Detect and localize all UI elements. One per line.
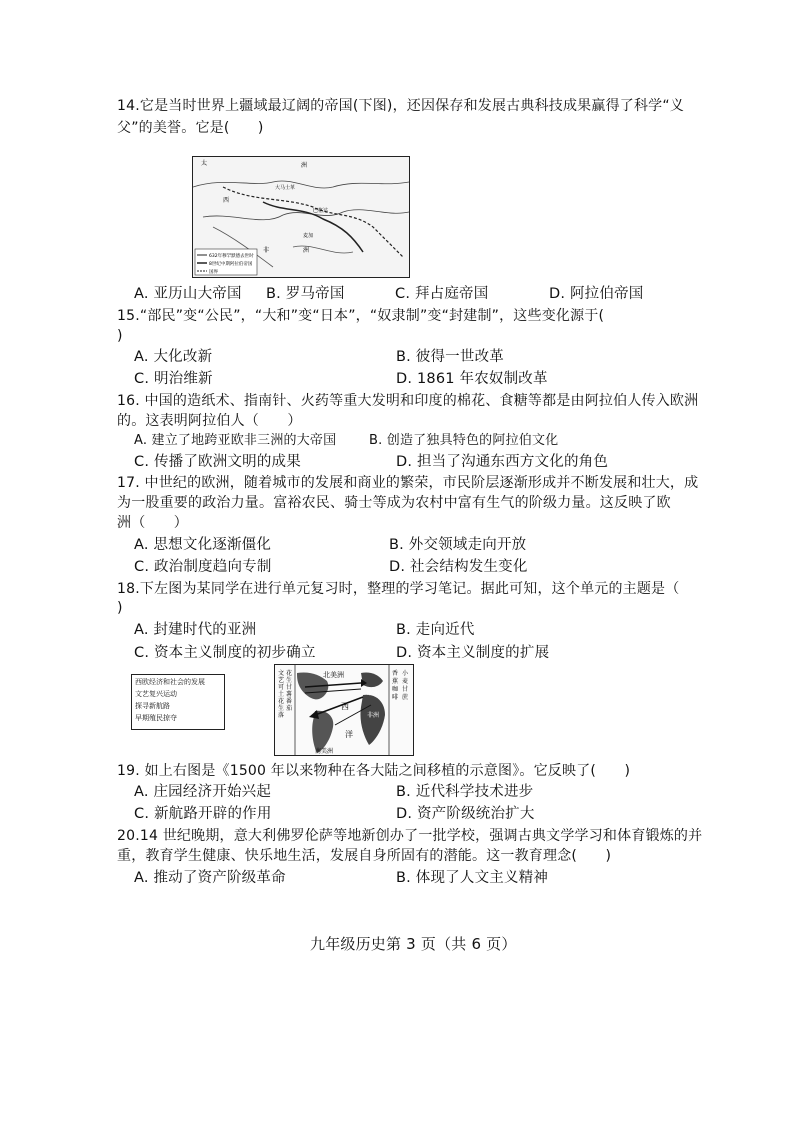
map-top-1: 太 <box>201 160 208 167</box>
map-damascus: 大马士革 <box>275 185 296 191</box>
q16-option-a[interactable]: A. 建立了地跨亚欧非三洲的大帝国 <box>134 433 337 448</box>
left-crop-12: 番 <box>286 698 293 705</box>
species-map-svg <box>275 665 413 755</box>
q15-line2: ) <box>117 328 123 344</box>
legend-1: 632年穆罕默德去世时 <box>209 254 254 259</box>
left-crop-5: 花 <box>278 698 285 705</box>
notes-line-2: 文艺复兴运动 <box>135 690 177 698</box>
left-crop-1: 文 <box>278 670 285 677</box>
map-baghdad: 巴格达 <box>313 208 329 214</box>
q15-line1: 15.“部民”变“公民”，“大和”变“日本”，“奴隶制”变“封建制”，这些变化源于( <box>117 308 605 324</box>
q20-option-a[interactable]: A. 推动了资产阶级革命 <box>134 870 286 886</box>
notes-line-1: 西欧经济和社会的发展 <box>135 678 205 686</box>
right-crop-4: 啡 <box>392 694 399 701</box>
q18-option-c[interactable]: C. 资本主义制度的初步确立 <box>134 645 316 661</box>
q19-option-b[interactable]: B. 近代科学技术进步 <box>396 784 534 800</box>
q14-line2: 父”的美誉。它是( ) <box>117 120 264 136</box>
q20-line1: 20.14 世纪晚期，意大利佛罗伦萨等地新创办了一批学校，强调古典文学学习和体育锻炼的并 <box>117 828 703 844</box>
page-footer: 九年级历史第 3 页（共 6 页） <box>310 935 517 953</box>
q17-option-a[interactable]: A. 思想文化逐渐僵化 <box>134 537 272 553</box>
right-crop-1: 香 <box>392 670 399 677</box>
q17-line3: 洲（ ） <box>117 515 188 531</box>
q18-line2: ) <box>117 600 123 616</box>
label-ocean-west: 西 <box>341 702 349 711</box>
q19-option-c[interactable]: C. 新航路开辟的作用 <box>134 806 272 822</box>
map-top-2: 洲 <box>301 162 308 169</box>
q17-option-b[interactable]: B. 外交领域走向开放 <box>389 537 527 553</box>
label-ocean-sea: 洋 <box>345 730 353 739</box>
map-mecca: 麦加 <box>303 233 314 239</box>
right-crop-5: 小 <box>402 670 409 677</box>
right-crop-3: 咖 <box>392 686 399 693</box>
q16-option-c[interactable]: C. 传播了欧洲文明的成果 <box>134 454 301 470</box>
q17-line2: 为一股重要的政治力量。富裕农民、骑士等成为农村中富有生气的阶级力量。这反映了欧 <box>117 495 671 511</box>
left-crop-8: 花 <box>286 670 293 677</box>
left-crop-11: 薯 <box>286 691 293 698</box>
q17-line1: 17. 中世纪的欧洲，随着城市的发展和商业的繁荣，市民阶层逐渐形成并不断发展和壮大，成 <box>117 475 699 491</box>
left-crop-6: 生 <box>278 705 285 712</box>
left-crop-4: 土 <box>278 691 285 698</box>
right-crop-2: 蕉 <box>392 678 399 685</box>
q19-line1: 19. 如上右图是《1500 年以来物种在各大陆之间移植的示意图》。它反映了( ) <box>117 763 631 779</box>
q14-option-a[interactable]: A. 亚历山大帝国 <box>134 286 242 302</box>
q15-option-d[interactable]: D. 1861 年农奴制改革 <box>396 371 548 387</box>
label-africa: 非洲 <box>367 712 380 719</box>
left-crop-7: 落 <box>278 712 285 719</box>
right-crop-8: 蔗 <box>402 694 409 701</box>
q16-line2: 的。这表明阿拉伯人（ ） <box>117 413 302 429</box>
map-africa-1: 非 <box>263 247 270 254</box>
study-notes-box <box>131 674 225 730</box>
q17-option-c[interactable]: C. 政治制度趋向专制 <box>134 559 272 575</box>
label-north-america: 北美洲 <box>323 671 344 679</box>
legend-3: 国界 <box>209 270 218 275</box>
q17-option-d[interactable]: D. 社会结构发生变化 <box>389 559 528 575</box>
left-crop-2: 艺 <box>278 677 285 684</box>
map-top-3: 西 <box>223 197 230 204</box>
left-crop-10: 甘 <box>286 684 293 691</box>
q14-line1: 14.它是当时世界上疆域最辽阔的帝国(下图)，还因保存和发展古典科技成果赢得了科学“义 <box>117 98 685 114</box>
arab-empire-map <box>192 156 410 278</box>
q18-option-b[interactable]: B. 走向近代 <box>396 622 475 638</box>
left-crop-13: 茄 <box>286 705 293 712</box>
q14-option-b[interactable]: B. 罗马帝国 <box>266 286 345 302</box>
q15-option-c[interactable]: C. 明治维新 <box>134 371 213 387</box>
q18-option-a[interactable]: A. 封建时代的亚洲 <box>134 622 257 638</box>
q14-option-d[interactable]: D. 阿拉伯帝国 <box>549 286 644 302</box>
q16-option-b[interactable]: B. 创造了独具特色的阿拉伯文化 <box>369 433 559 448</box>
left-crop-3: 可 <box>278 684 285 691</box>
notes-line-3: 探寻新航路 <box>135 702 170 710</box>
q15-option-b[interactable]: B. 彼得一世改革 <box>396 349 504 365</box>
q16-option-d[interactable]: D. 担当了沟通东西方文化的角色 <box>396 454 609 470</box>
q15-option-a[interactable]: A. 大化改新 <box>134 349 213 365</box>
q18-line1: 18.下左图为某同学在进行单元复习时，整理的学习笔记。据此可知，这个单元的主题是（ <box>117 581 680 597</box>
label-south-america: 南美洲 <box>315 748 334 755</box>
q20-option-b[interactable]: B. 体现了人文主义精神 <box>396 870 549 886</box>
q14-option-c[interactable]: C. 拜占庭帝国 <box>395 286 489 302</box>
arab-empire-map-svg <box>193 157 409 277</box>
notes-line-4: 早期殖民掠夺 <box>135 714 177 722</box>
q19-option-d[interactable]: D. 资产阶级统治扩大 <box>396 806 535 822</box>
label-europe: 欧洲 <box>367 690 380 697</box>
q19-option-a[interactable]: A. 庄园经济开始兴起 <box>134 784 272 800</box>
map-africa-2: 洲 <box>303 247 310 254</box>
right-crop-6: 麦 <box>402 678 409 685</box>
right-crop-7: 甘 <box>402 686 409 693</box>
q16-line1: 16. 中国的造纸术、指南针、火药等重大发明和印度的棉花、食糖等都是由阿拉伯人传入欧洲 <box>117 393 699 409</box>
legend-2: 8世纪中期阿拉伯帝国 <box>209 262 253 267</box>
left-crop-9: 生 <box>286 677 293 684</box>
q20-line2: 重，教育学生健康、快乐地生活，发展自身所固有的潜能。这一教育理念( ) <box>117 848 612 864</box>
species-transplant-map <box>274 664 414 756</box>
q18-option-d[interactable]: D. 资本主义制度的扩展 <box>396 645 550 661</box>
